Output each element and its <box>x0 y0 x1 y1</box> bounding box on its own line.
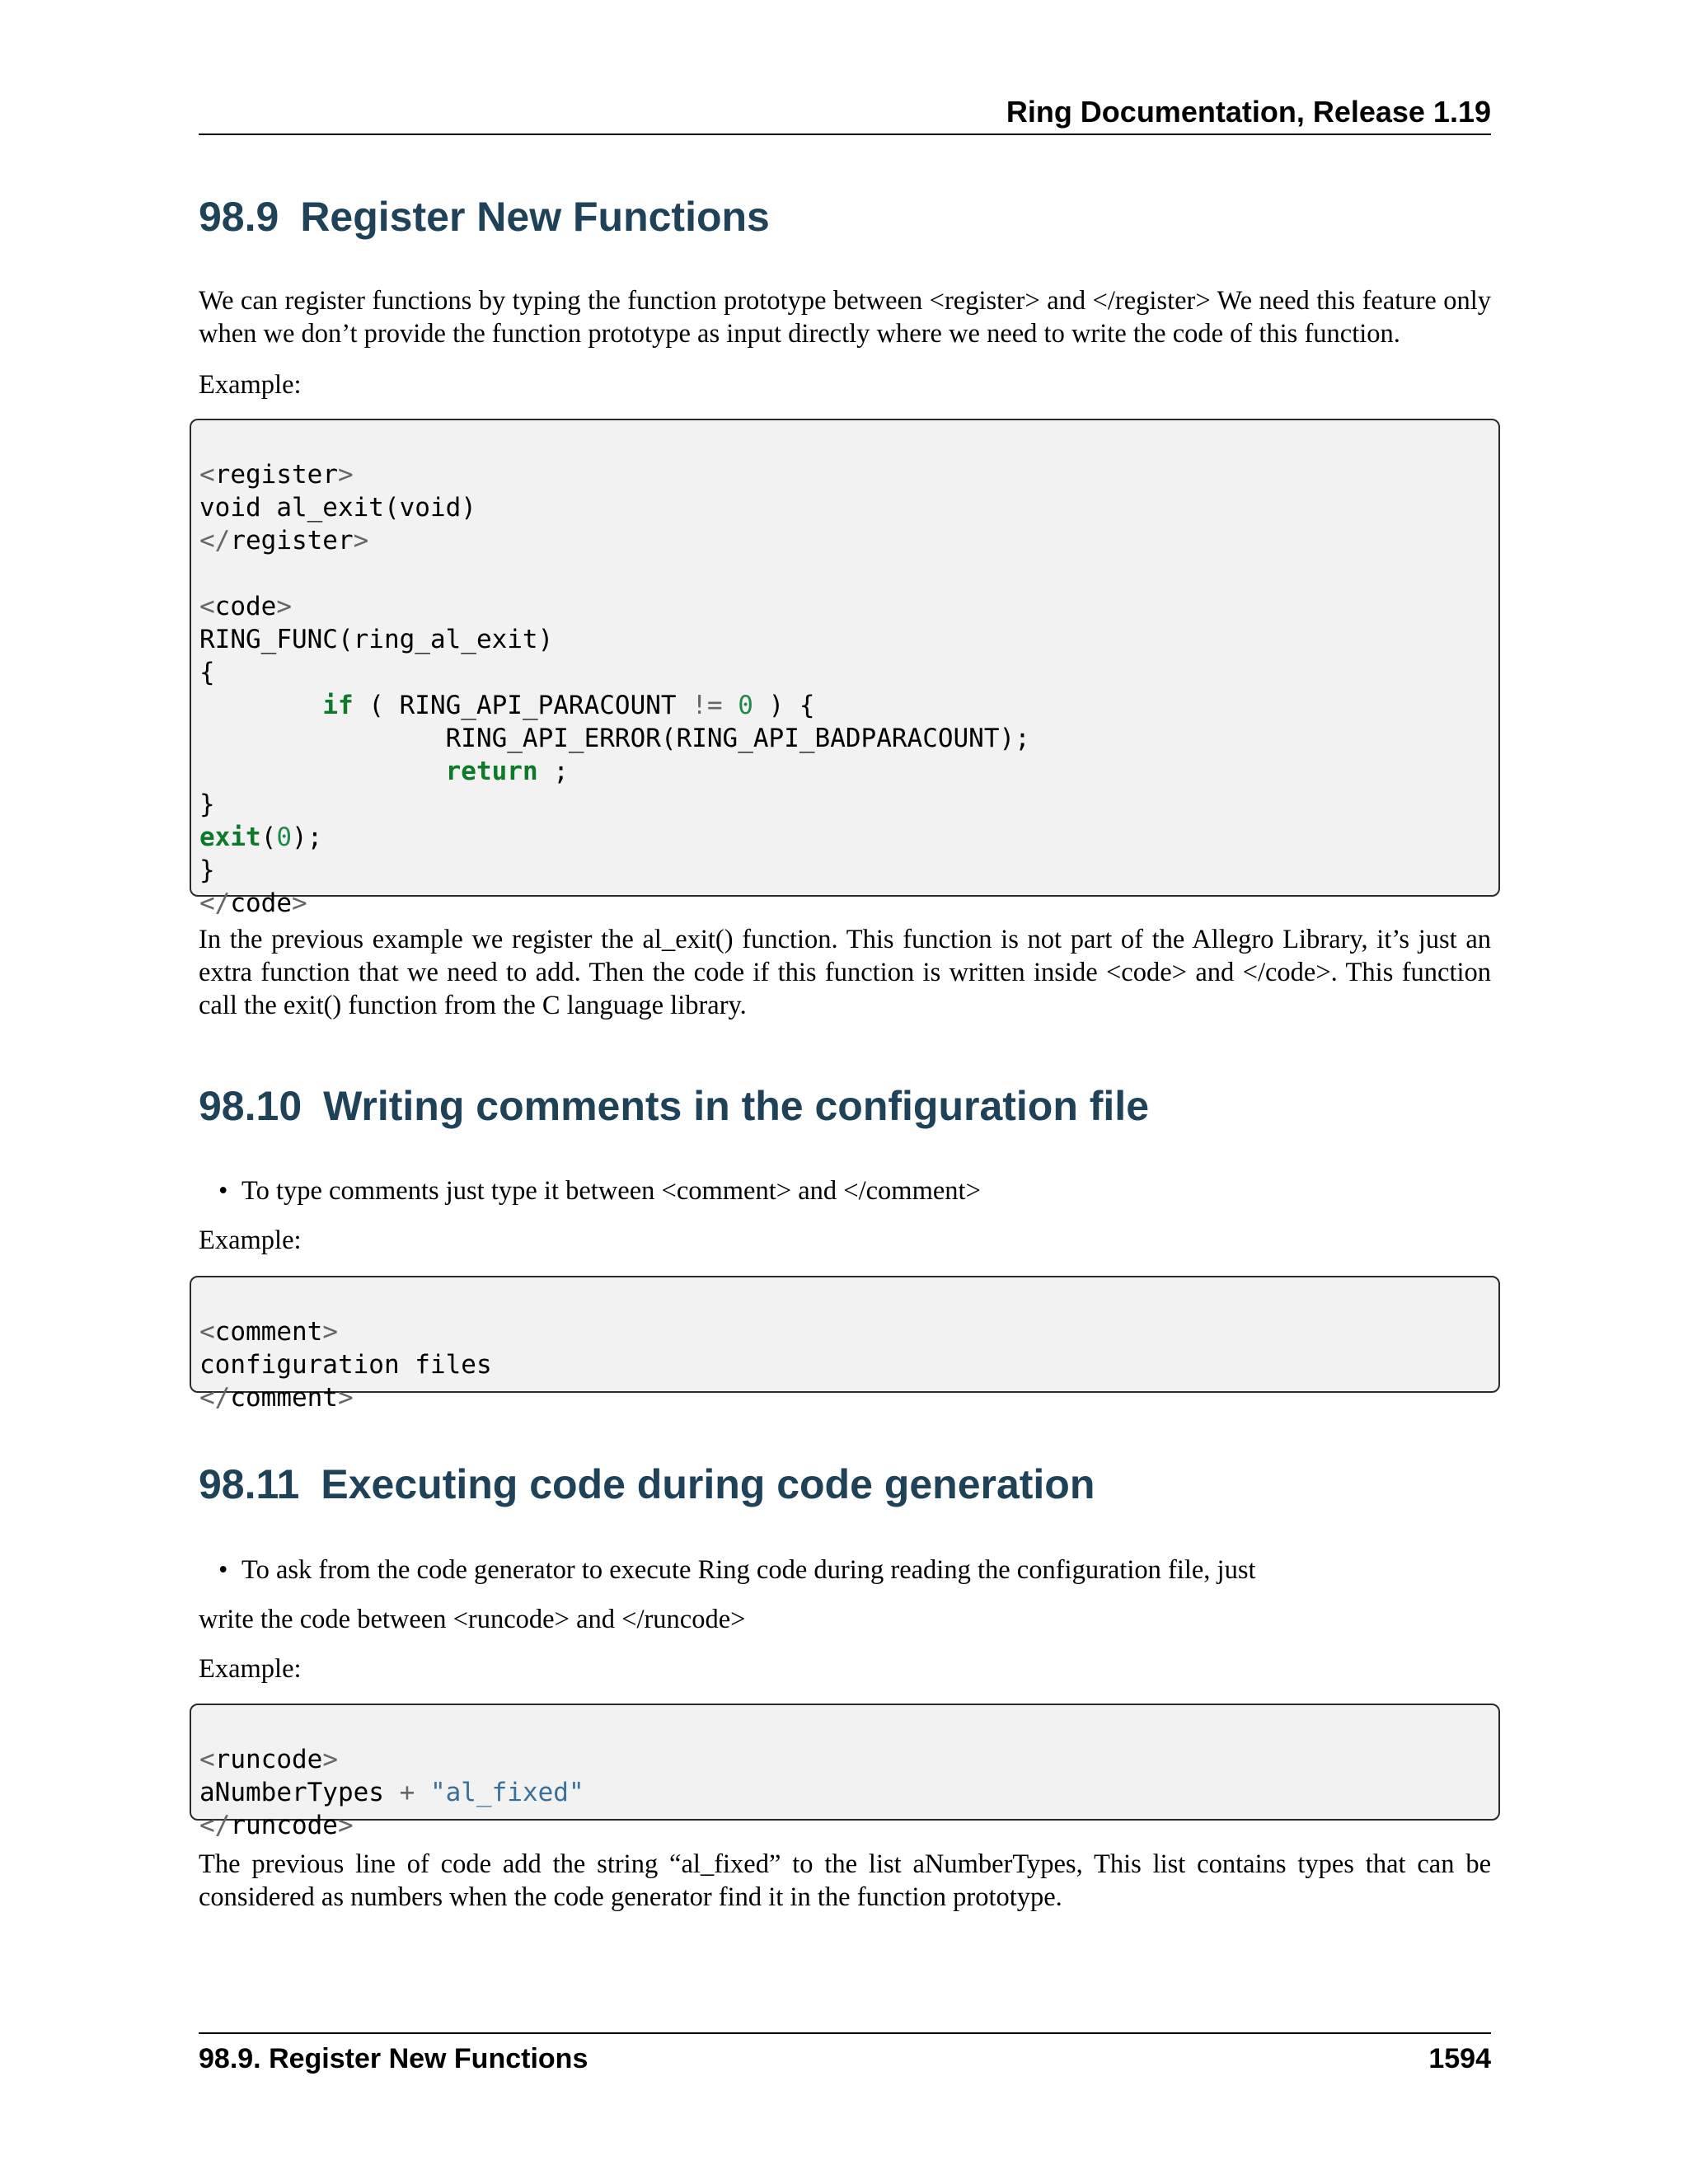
running-header <box>199 91 1491 135</box>
code-line: } <box>199 790 215 819</box>
section-heading-98-11[interactable] <box>199 1460 1095 1509</box>
paragraph-explanation: In the previous example we register the al_exit() function. This function is not part of the Allegro Library, it’s just an extra function that we need to add. Then the code if this function is written inside <code> and </code>. This function call the exit() function from the C language library. <box>199 925 1491 1020</box>
document-title: Ring Documentation, Release 1.19 <box>1006 95 1491 129</box>
code-line: exit(0); <box>199 823 323 852</box>
code-line: return ; <box>445 757 569 786</box>
example-label: Example: <box>199 1654 302 1684</box>
bullet-item: • To ask from the code generator to execute Ring code during reading the configuration file, just <box>241 1554 1478 1586</box>
paragraph-explanation: The previous line of code add the string “al_fixed” to the list aNumberTypes, This list contains types that can be considered as numbers when the code generator find it in the function prototype. <box>199 1849 1491 1912</box>
code-line: RING_API_ERROR(RING_API_BADPARACOUNT); <box>199 724 1030 753</box>
section-number: 98.10 <box>199 1083 302 1129</box>
example-label: Example: <box>199 1226 302 1255</box>
code-line: </code> <box>199 888 307 918</box>
code-line: <comment> <box>199 1317 338 1347</box>
code-line: if ( RING_API_PARACOUNT != 0 ) { <box>322 691 815 720</box>
code-line: </register> <box>199 526 369 555</box>
code-line: RING_FUNC(ring_al_exit) <box>199 625 554 654</box>
section-heading-98-10[interactable] <box>199 1081 1149 1131</box>
code-line: } <box>199 855 215 885</box>
code-line: { <box>199 658 215 687</box>
code-line: </comment> <box>199 1383 354 1413</box>
bullet-item: • To type comments just type it between <comment> and </comment> <box>241 1174 1478 1207</box>
code-block-comment <box>190 1276 1500 1413</box>
code-line: </runcode> <box>199 1811 354 1840</box>
page-footer <box>199 2032 1491 2077</box>
code-line <box>199 557 1490 590</box>
paragraph-intro: We can register functions by typing the function prototype between <register> and </register> We need this feature only when we don’t provide the function prototype as input directly where we need to write the code of this function. <box>199 286 1491 349</box>
footer-section[interactable]: 98.9. Register New Functions <box>199 2043 588 2074</box>
code-block-runcode <box>190 1704 1500 1840</box>
code-block-register <box>190 419 1500 918</box>
code-text: register <box>214 460 338 490</box>
code-line: configuration files <box>199 1350 492 1380</box>
page-number: 1594 <box>1428 2043 1491 2074</box>
section-title: Executing code during code generation <box>321 1461 1095 1507</box>
example-label: Example: <box>199 370 302 400</box>
bullet-continuation: write the code between <runcode> and </runcode> <box>199 1605 746 1634</box>
section-heading-98-9[interactable] <box>199 192 770 241</box>
section-number: 98.9 <box>199 194 279 240</box>
code-line: <runcode> <box>199 1745 338 1774</box>
code-line: void al_exit(void) <box>199 493 476 523</box>
section-title: Register New Functions <box>300 194 770 240</box>
code-line: <code> <box>199 592 292 621</box>
code-line: <register> <box>199 460 354 490</box>
section-number: 98.11 <box>199 1461 300 1507</box>
section-title: Writing comments in the configuration file <box>323 1083 1150 1129</box>
code-line: aNumberTypes + "al_fixed" <box>199 1778 584 1807</box>
